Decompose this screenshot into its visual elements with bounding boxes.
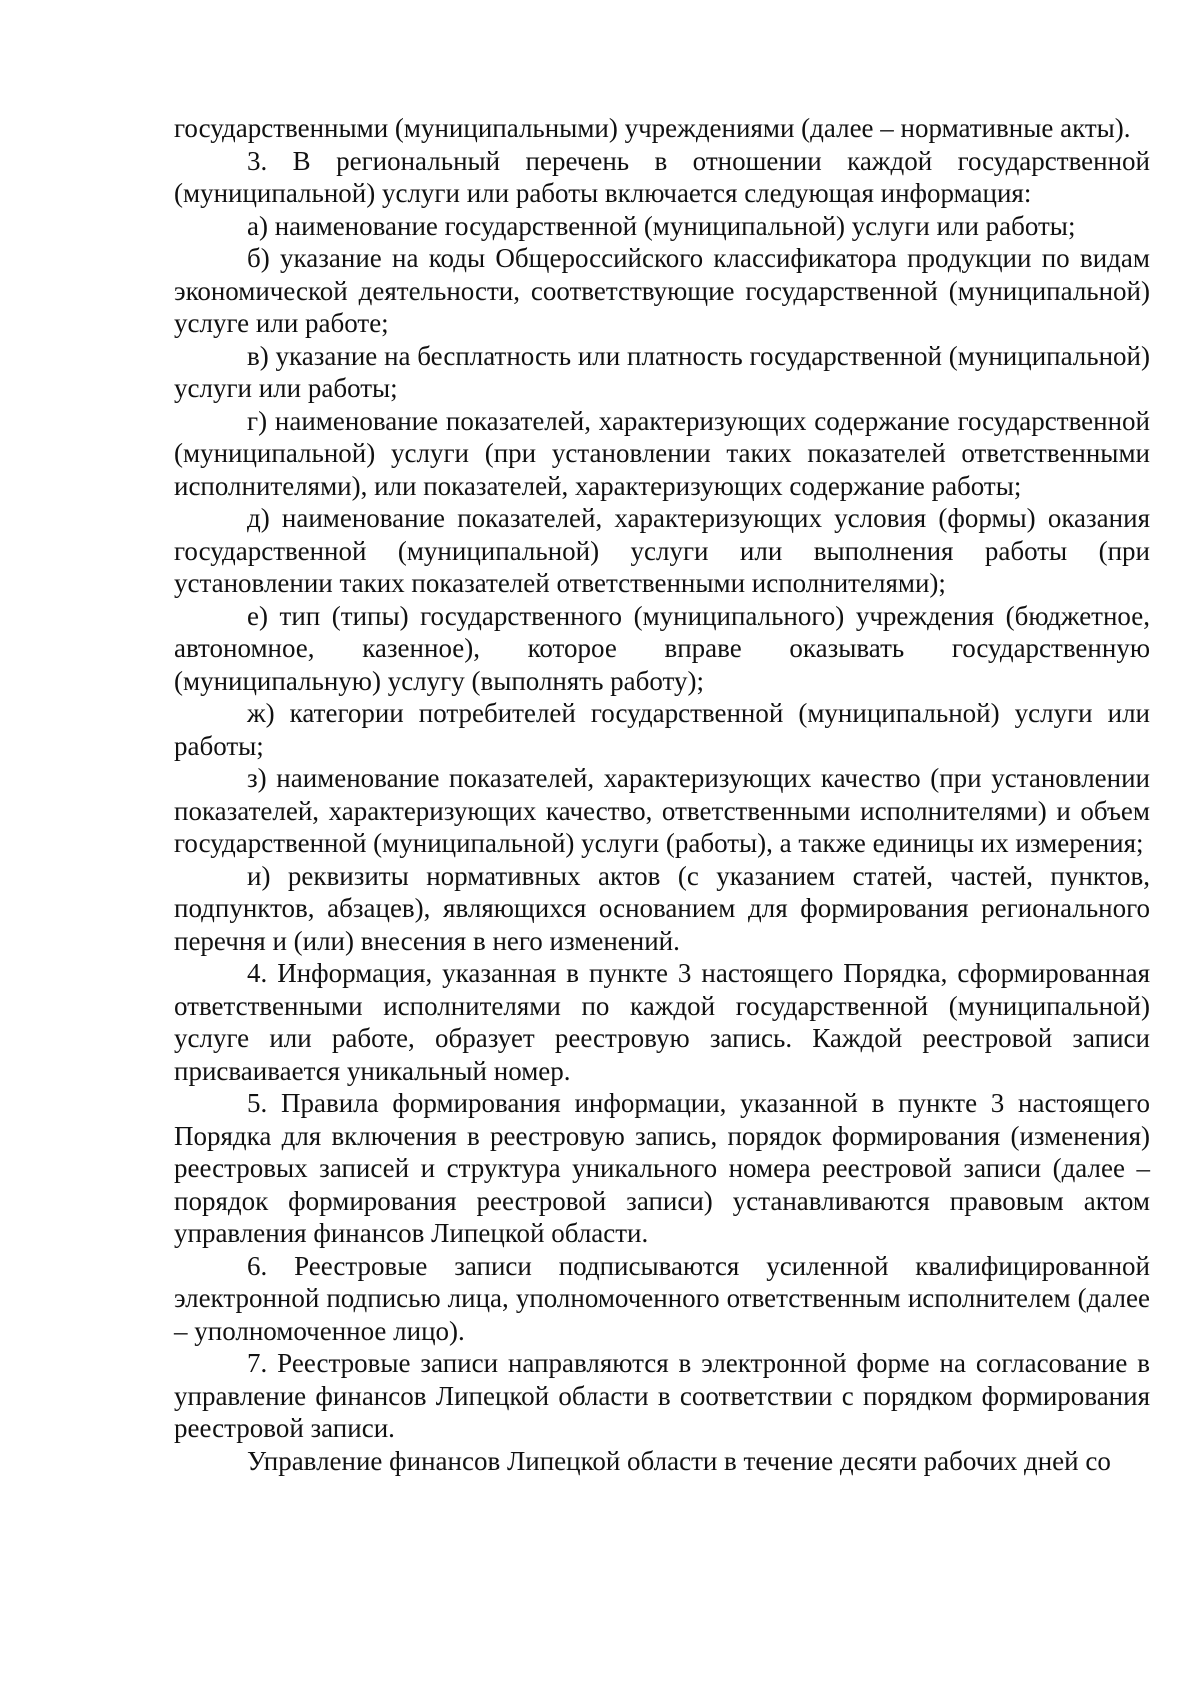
paragraph-subitem-zh: ж) категории потребителей государственной (муниципальной) услуги или работы;	[174, 698, 1150, 761]
paragraph-subitem-e: е) тип (типы) государственного (муниципального) учреждения (бюджетное, автономное, казенное), которое вправе оказывать государственную (муниципальную) услугу (выполнять работу);	[174, 600, 1150, 696]
paragraph-subitem-b: б) указание на коды Общероссийского классификатора продукции по видам экономической деятельности, соответствующие государственной (муниципальной) услуге или работе;	[174, 243, 1150, 338]
document-page	[174, 112, 1150, 1477]
paragraph-subitem-v: в) указание на бесплатность или платность государственной (муниципальной) услуги или работы;	[174, 340, 1150, 403]
paragraph-item-4: 4. Информация, указанная в пункте 3 настоящего Порядка, сформированная ответственными исполнителями по каждой государственной (муниципальной) услуге или работе, образует реестровую запись. Каждой реестровой записи присваивается уникальный номер.	[174, 958, 1150, 1086]
paragraph-subitem-a: а) наименование государственной (муниципальной) услуги или работы;	[247, 210, 1076, 241]
paragraph-item-5: 5. Правила формирования информации, указанной в пункте 3 настоящего Порядка для включения в реестровую запись, порядок формирования (изменения) реестровых записей и структура уникального номера реестровой записи (далее – порядок формирования реестровой записи) устанавливаются правовым актом управления финансов Липецкой области.	[174, 1088, 1150, 1248]
paragraph-finance-department: Управление финансов Липецкой области в течение десяти рабочих дней со	[247, 1445, 1111, 1476]
paragraph-item-3: 3. В региональный перечень в отношении каждой государственной (муниципальной) услуги или работы включается следующая информация:	[174, 145, 1150, 208]
paragraph-subitem-z: з) наименование показателей, характеризующих качество (при установлении показателей, характеризующих качество, ответственными исполнителями) и объем государственной (муниципальной) услуги (работы), а также единицы их измерения;	[174, 763, 1150, 858]
paragraph-item-7: 7. Реестровые записи направляются в электронной форме на согласование в управление финансов Липецкой области в соответствии с порядком формирования реестровой записи.	[174, 1348, 1150, 1443]
paragraph-intro-continuation: государственными (муниципальными) учреждениями (далее – нормативные акты).	[174, 113, 1131, 143]
paragraph-subitem-i: и) реквизиты нормативных актов (с указанием статей, частей, пунктов, подпунктов, абзацев), являющихся основанием для формирования регионального перечня и (или) внесения в него изменений.	[174, 860, 1150, 956]
paragraph-subitem-d: д) наименование показателей, характеризующих условия (формы) оказания государственной (муниципальной) услуги или выполнения работы (при установлении таких показателей ответственными исполнителями);	[174, 503, 1150, 598]
paragraph-item-6: 6. Реестровые записи подписываются усиленной квалифицированной электронной подписью лица, уполномоченного ответственным исполнителем (далее – уполномоченное лицо).	[174, 1250, 1150, 1346]
paragraph-subitem-g: г) наименование показателей, характеризующих содержание государственной (муниципальной) услуги (при установлении таких показателей ответственными исполнителями), или показателей, характеризующих содержание работы;	[174, 405, 1150, 501]
